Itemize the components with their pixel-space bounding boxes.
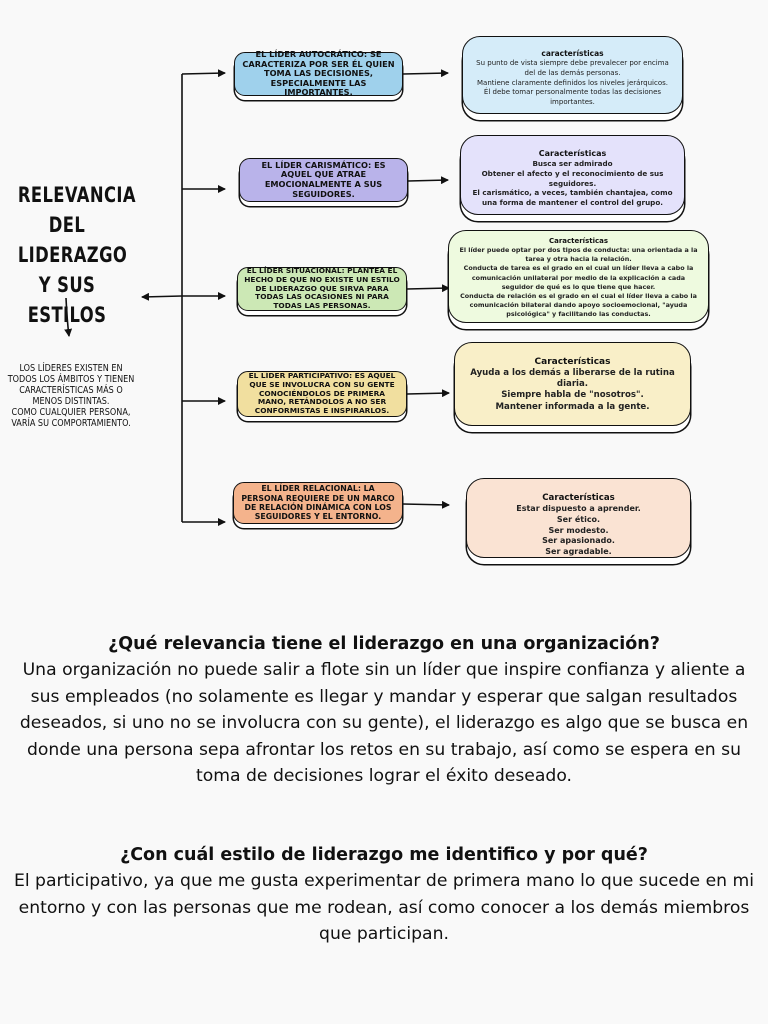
leader-autocratic-text: EL LÍDER AUTOCRÁTICO: SE CARACTERIZA POR SER ÉL QUIEN TOMA LAS DECISIONES, ESPECIALMENTE LAS IMPORTANTES. (242, 49, 395, 98)
chars-relational-body: Estar dispuesto a aprender. Ser ético. Ser modesto. Ser apasionado. Ser agradable. (516, 504, 641, 557)
chars-autocratic-title: características (541, 49, 604, 58)
answer-relevance: Una organización no puede salir a flote sin un líder que inspire confianza y aliente a sus empleados (no solamente es llegar y mandar y esperar que salgan resultados deseados, si uno no se involucra con su gente), el liderazgo es algo que se busca en donde una persona sepa afrontar los retos en su trabajo, así como se espera en su toma de decisiones lograr el éxito deseado. (19, 660, 749, 786)
leader-charismatic-text: EL LÍDER CARISMÁTICO: ES AQUEL QUE ATRAE EMOCIONALMENTE A SUS SEGUIDORES. (261, 159, 386, 199)
leader-autocratic (234, 49, 403, 98)
chars-situational-body: El líder puede optar por dos tipos de conducta: una orientada a la tarea y otra hacia la relación. Conducta de tarea es el grado en el cual un líder lleva a cabo la comunicación unilateral por medio de la explicación a cada seguidor de qué es lo que tiene que hacer. Conducta de relación es el grado en el cual el líder lleva a cabo la comunicación bilateral dando apoyo socioemocional, "ayuda psicológica" y facilitando las conductas. (459, 246, 698, 319)
chars-participative-body: Ayuda a los demás a liberarse de la rutina diaria. Siempre habla de "nosotros". Mantener informada a la gente. (470, 368, 675, 412)
chars-participative (454, 342, 691, 426)
diagram-intro: LOS LÍDERES EXISTEN EN TODOS LOS ÁMBITOS Y TIENEN CARACTERÍSTICAS MÁS O MENOS DISTINTAS. COMO CUALQUIER PERSONA, VARÍA SU COMPORTAMIENTO. (7, 363, 135, 429)
chars-participative-title: Características (534, 357, 611, 367)
chars-relational (466, 478, 691, 558)
leader-situational (237, 267, 407, 311)
leader-charismatic (239, 158, 408, 202)
chars-situational (448, 230, 709, 323)
chars-charismatic-title: Características (538, 149, 607, 158)
leader-relational (233, 482, 403, 524)
question-block-relevance (0, 632, 768, 790)
question-block-style (0, 843, 768, 948)
question-relevance: ¿Qué relevancia tiene el liderazgo en una organización? (108, 634, 660, 654)
leader-participative (237, 371, 407, 417)
leader-participative-text: EL LÍDER PARTICIPATIVO: ES AQUEL QUE SE INVOLUCRA CON SU GENTE CONOCIÉNDOLOS DE PRIMERA MANO, RETÁNDOLOS A NO SER CONFORMISTAS E INSPIRARLOS. (248, 371, 396, 416)
leader-relational-text: EL LÍDER RELACIONAL: LA PERSONA REQUIERE DE UN MARCO DE RELACIÓN DINÁMICA CON LOS SEGUIDORES Y EL ENTORNO. (241, 484, 395, 522)
question-style: ¿Con cuál estilo de liderazgo me identifico y por qué? (120, 845, 648, 865)
chars-relational-title: Características (542, 493, 615, 503)
leader-situational-text: EL LÍDER SITUACIONAL: PLANTEA EL HECHO DE QUE NO EXISTE UN ESTILO DE LIDERAZGO QUE SIRVA PARA TODAS LAS OCASIONES NI PARA TODAS LAS PERSONAS. (244, 266, 400, 311)
chars-autocratic-body: Su punto de vista siempre debe prevalecer por encima del de las demás personas. Mantiene claramente definidos los niveles jerárquicos. Él debe tomar personalmente todas las decisiones importantes. (476, 59, 669, 107)
diagram-title: RELEVANCIA DEL LIDERAZGO Y SUS ESTILOS (17, 183, 136, 327)
chars-charismatic (460, 135, 685, 215)
chars-situational-title: Características (548, 237, 609, 245)
chars-autocratic (462, 36, 683, 114)
chars-charismatic-body: Busca ser admirado Obtener el afecto y el reconocimiento de sus seguidores. El carismático, a veces, también chantajea, como una forma de mantener el control del grupo. (472, 159, 673, 208)
answer-style: El participativo, ya que me gusta experimentar de primera mano lo que sucede en mi entorno y con las personas que me rodean, así como conocer a los demás miembros que participan. (13, 871, 755, 944)
